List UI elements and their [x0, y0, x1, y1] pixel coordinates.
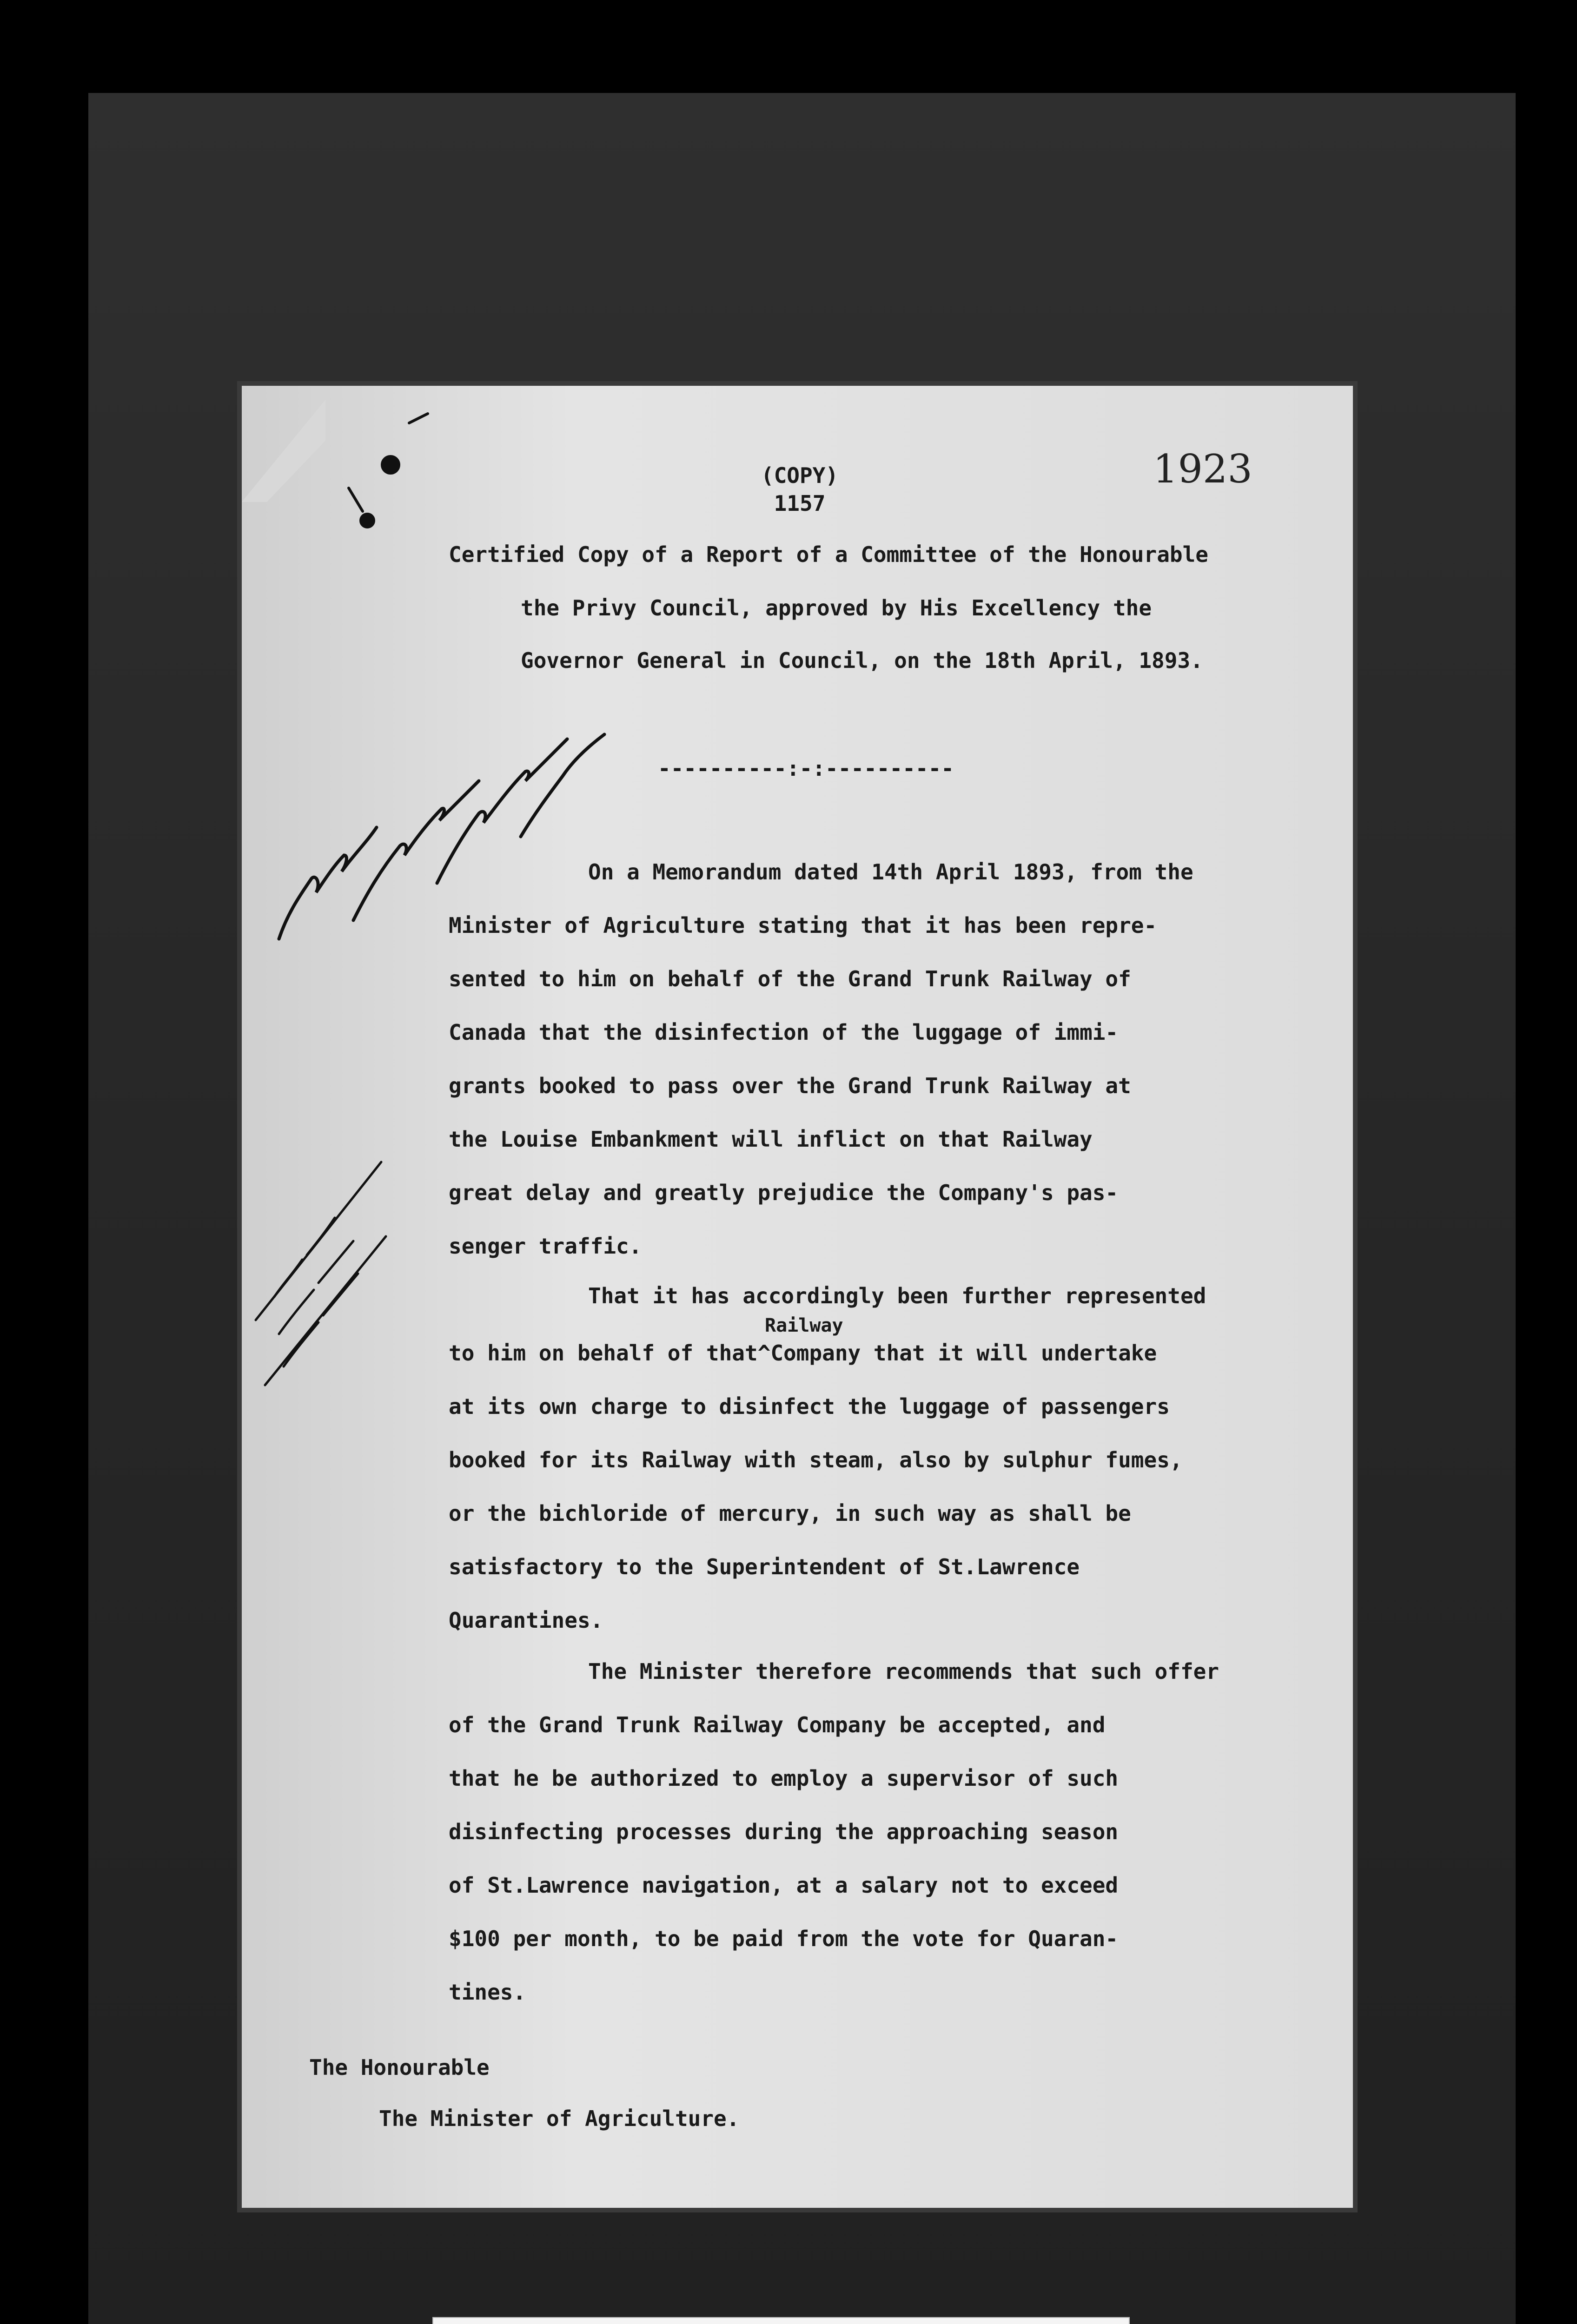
- paragraph-line: Canada that the disinfection of the luggage of immi-: [449, 1020, 1119, 1045]
- reference-slip: [432, 2317, 1130, 2324]
- title-line: Certified Copy of a Report of a Committee of the Honourable: [449, 542, 1208, 567]
- stamp-number: 1923: [1153, 446, 1252, 492]
- handwritten-corner-marks: [321, 404, 451, 553]
- paragraph-line: senger traffic.: [449, 1234, 642, 1259]
- handwritten-marginal-note: [246, 1143, 395, 1413]
- paragraph-line: at its own charge to disinfect the luggage of passengers: [449, 1394, 1170, 1419]
- paragraph-line: disinfecting processes during the approaching season: [449, 1819, 1119, 1844]
- paragraph-line: or the bichloride of mercury, in such way as shall be: [449, 1501, 1131, 1526]
- addressee-line: The Honourable: [309, 2055, 490, 2080]
- header-number: 1157: [774, 491, 826, 516]
- header-copy: (COPY): [761, 463, 839, 488]
- paragraph-line: that he be authorized to employ a supervisor of such: [449, 1766, 1119, 1791]
- paragraph-line: to him on behalf of that^Company that it will undertake: [449, 1340, 1157, 1366]
- handwritten-annotation: [260, 660, 623, 957]
- paragraph-line: the Louise Embankment will inflict on that Railway: [449, 1127, 1093, 1152]
- paragraph-line: That it has accordingly been further represented: [588, 1283, 1206, 1308]
- paragraph-line: grants booked to pass over the Grand Trunk Railway at: [449, 1073, 1131, 1098]
- paragraph-line: On a Memorandum dated 14th April 1893, from the: [588, 859, 1193, 885]
- paragraph-line: Minister of Agriculture stating that it has been repre-: [449, 913, 1157, 938]
- paragraph-line: satisfactory to the Superintendent of St.Lawrence: [449, 1554, 1080, 1579]
- paragraph-line: booked for its Railway with steam, also by sulphur fumes,: [449, 1447, 1183, 1472]
- separator: ----------:-:----------: [658, 756, 954, 781]
- paragraph-line: of St.Lawrence navigation, at a salary not to exceed: [449, 1873, 1119, 1898]
- paragraph-line: The Minister therefore recommends that such offer: [588, 1659, 1219, 1684]
- addressee-line: The Minister of Agriculture.: [379, 2106, 740, 2131]
- title-line: Governor General in Council, on the 18th April, 1893.: [521, 648, 1203, 673]
- paragraph-line: of the Grand Trunk Railway Company be accepted, and: [449, 1712, 1106, 1737]
- interlinear-insert: Railway: [765, 1315, 843, 1336]
- title-line: the Privy Council, approved by His Excellency the: [521, 595, 1152, 621]
- paragraph-line: Quarantines.: [449, 1608, 603, 1633]
- paragraph-line: great delay and greatly prejudice the Company's pas-: [449, 1180, 1119, 1205]
- paragraph-line: sented to him on behalf of the Grand Trunk Railway of: [449, 966, 1131, 991]
- paragraph-line: $100 per month, to be paid from the vote for Quaran-: [449, 1926, 1119, 1951]
- paragraph-line: tines.: [449, 1980, 526, 2005]
